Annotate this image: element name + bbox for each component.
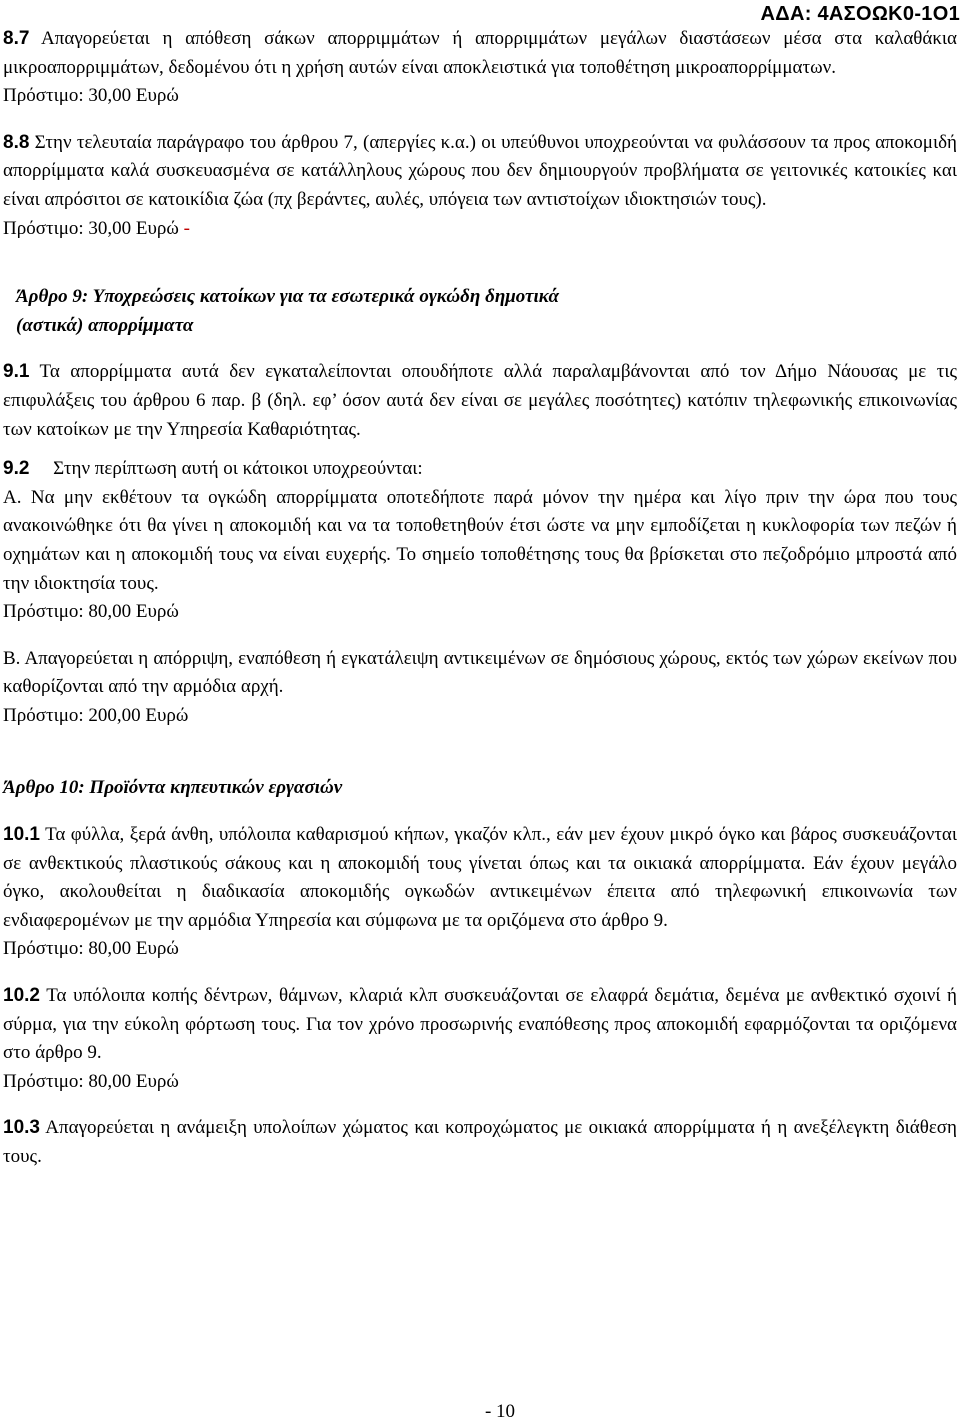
paragraph-8-8 [3,129,957,215]
document-page [3,25,957,1172]
paragraph-9-1 [3,358,957,444]
paragraph-10-3 [3,1114,957,1171]
page-number: - 10 [484,1401,516,1422]
fine-10-2: Πρόστιμο: 80,00 Ευρώ [3,1070,179,1092]
paragraph-text: Στην περίπτωση αυτή οι κάτοικοι υποχρεούνται: [29,458,423,480]
section-number: 9.1 [3,361,30,383]
section-number: 9.2 [3,458,30,480]
article-10-heading: Άρθρο 10: Προϊόντα κηπευτικών εργασιών [3,777,343,799]
paragraph-text: Στην τελευταία παράγραφο του άρθρου 7, (απεργίες κ.α.) οι υπεύθυνοι υποχρεούνται να φυλάσσουν τα προς αποκομιδή απορρίμματα καλά συσκευασμένα σε κατάλληλους χώρους που δεν δημιουργούν προβλήματα σε γειτονικές κατοικίες και είναι απρόσιτοι σε κατοικίδια ζώα (πχ βεράντες, αυλές, υπόγεια των αντιστοίχων ιδιοκτησιών τους). [3,131,957,210]
paragraph-8-7 [3,25,957,82]
paragraph-9-2 [3,455,957,484]
ada-code: ΑΔΑ: 4ΑΣΟΩΚ0-1Ο1 [760,3,960,25]
paragraph-text: Τα φύλλα, ξερά άνθη, υπόλοιπα καθαρισμού κήπων, γκαζόν κλπ., εάν μεν έχουν μικρό όγκο και βάρος συσκευάζονται σε ανθεκτικούς πλαστικούς σάκους και η αποκομιδή τους γίνεται όπως και τα οικιακά απορρίμματα. Εάν έχουν μεγάλο όγκο, ακολουθείται η διαδικασία αποκομιδής ογκωδών αντικειμένων έπειτα από τηλεφωνική επικοινωνία των ενδιαφερομένων με την αρμόδια Υπηρεσία και σύμφωνα με τα οριζόμενα στο άρθρο 9. [3,824,957,931]
section-number: 10.3 [3,1117,40,1139]
section-number: 8.7 [3,28,30,49]
paragraph-10-1 [3,821,957,935]
article-9-heading-line2: (αστικά) απορρίμματα [16,314,194,336]
fine-9-2-a: Πρόστιμο: 80,00 Ευρώ [3,601,179,623]
fine-text: Πρόστιμο: 30,00 Ευρώ [3,217,179,239]
paragraph-text: Απαγορεύεται η απόθεση σάκων απορριμμάτων ή απορριμμάτων μεγάλων διαστάσεων μέσα στα καλαθάκια μικροαπορριμμάτων, δεδομένου ότι η χρήση αυτών είναι αποκλειστικά για τοποθέτηση μικροαπορρίμματων. [3,28,957,78]
section-number: 8.8 [3,131,30,153]
fine-8-7: Πρόστιμο: 30,00 Ευρώ [3,85,179,107]
paragraph-9-2-a: Α. Να μην εκθέτουν τα ογκώδη απορρίμματα οποτεδήποτε παρά μόνον την ημέρα και λίγο πριν την ώρα που τους ανακοινώθηκε ότι θα γίνει η αποκομιδή και να τα τοποθετηθούν έτσι ώστε να μην εμποδίζεται η κυκλοφορία των πεζών ή οχημάτων και η αποκομιδή τους να είναι ευχερής. Το σημείο τοποθέτησης τους θα βρίσκεται στο πεζοδρόμιο μπροστά από την ιδιοκτησία τους. [3,486,957,594]
fine-9-2-b: Πρόστιμο: 200,00 Ευρώ [3,704,189,726]
red-dash-mark: - [178,217,190,239]
paragraph-10-2 [3,982,957,1068]
paragraph-text: Τα υπόλοιπα κοπής δέντρων, θάμνων, κλαριά κλπ συσκευάζονται σε ελαφρά δεμάτια, δεμένα με ανθεκτικό σχοινί ή σύρμα, για την εύκολη φόρτωση τους. Για τον χρόνο προσωρινής εναπόθεσης προς αποκομιδή εφαρμόζονται τα οριζόμενα στο άρθρο 9. [3,985,957,1064]
fine-8-8 [3,215,957,244]
section-number: 10.2 [3,985,40,1007]
paragraph-text: Τα απορρίμματα αυτά δεν εγκαταλείπονται οπουδήποτε αλλά παραλαμβάνονται από τον Δήμο Νάουσας με τις επιφυλάξεις του άρθρου 6 παρ. β (δηλ. εφ’ όσον αυτά δεν είναι σε μεγάλες ποσότητες) κατόπιν τηλεφωνικής επικοινωνίας των κατοίκων με την Υπηρεσία Καθαριότητας. [3,361,957,440]
fine-10-1: Πρόστιμο: 80,00 Ευρώ [3,938,179,960]
paragraph-text: Απαγορεύεται η ανάμειξη υπολοίπων χώματος και κοπροχώματος με οικιακά απορρίμματα ή η ανεξέλεγκτη διάθεση τους. [3,1117,957,1167]
section-number: 10.1 [3,824,40,846]
article-9-heading-line1: Άρθρο 9: Υποχρεώσεις κατοίκων για τα εσωτερικά ογκώδη δημοτικά [16,286,559,308]
paragraph-9-2-b: Β. Απαγορεύεται η απόρριψη, εναπόθεση ή εγκατάλειψη αντικειμένων σε δημόσιους χώρους, εκτός των χώρων εκείνων που καθορίζονται από την αρμόδια αρχή. [3,647,957,698]
